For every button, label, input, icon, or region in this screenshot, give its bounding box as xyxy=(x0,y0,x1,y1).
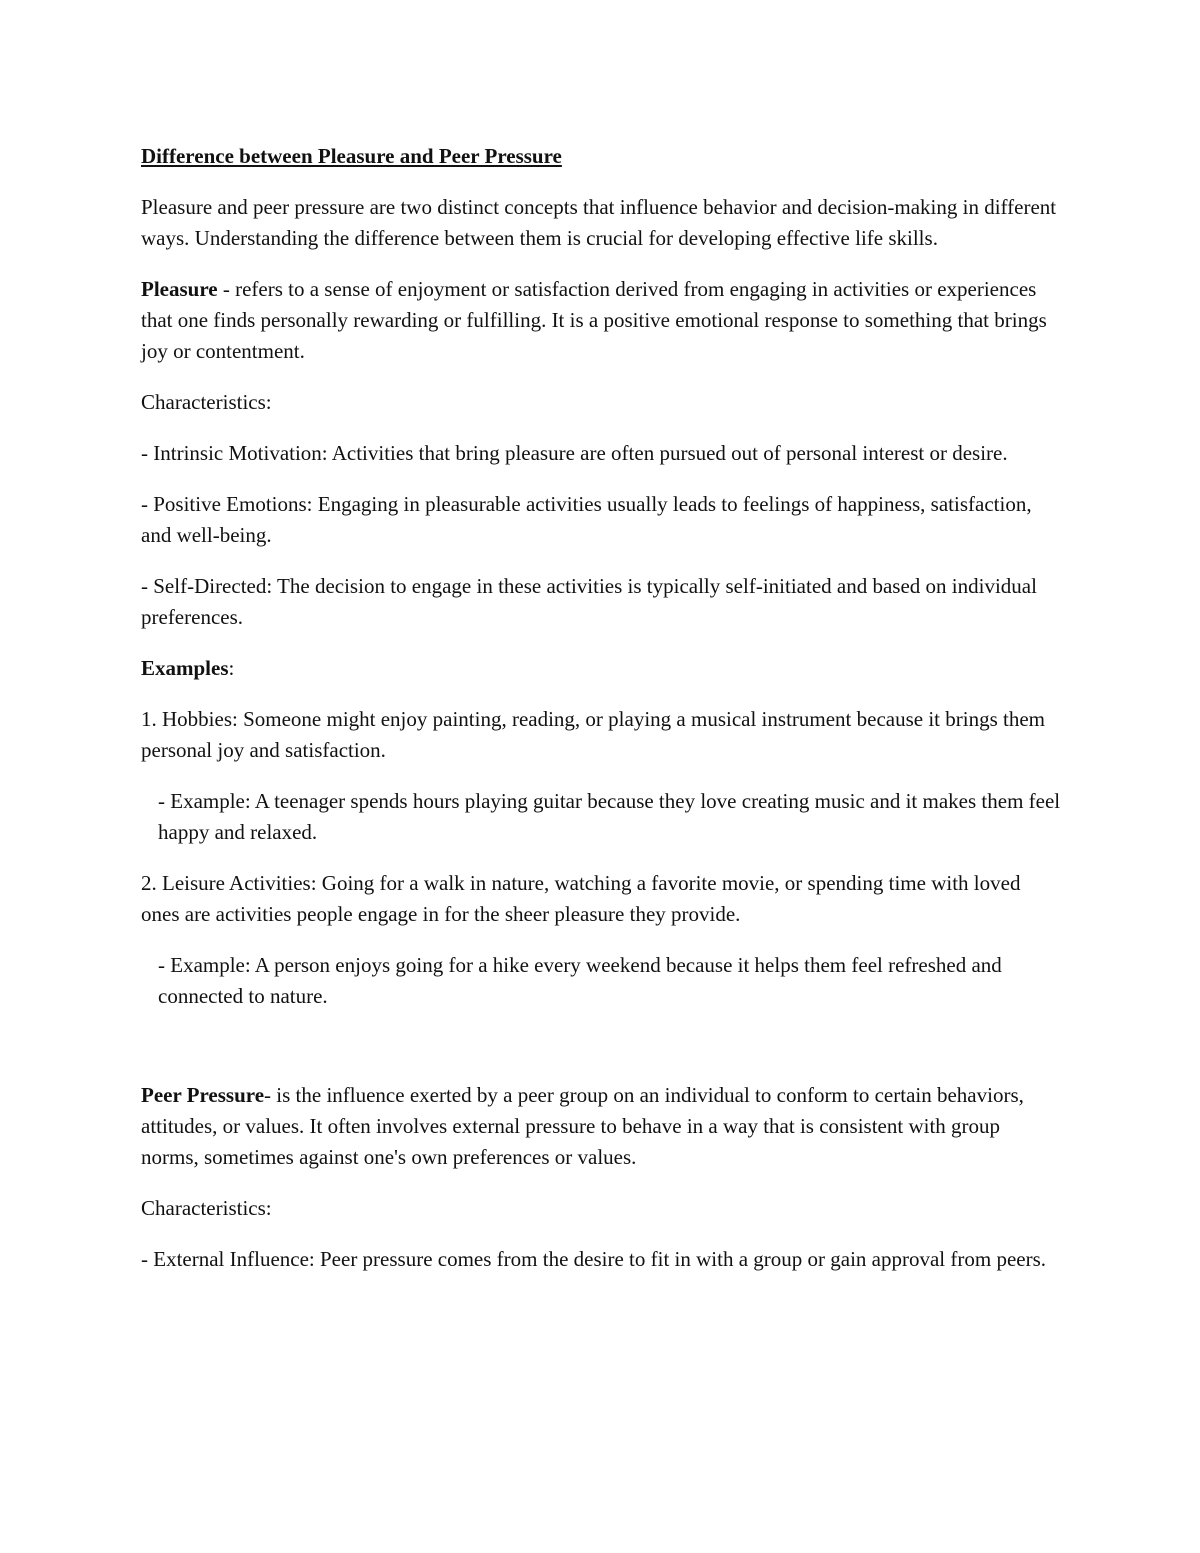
peer-pressure-term: Peer Pressure xyxy=(141,1083,265,1107)
examples-label: Examples xyxy=(141,656,229,680)
pleasure-term: Pleasure xyxy=(141,277,218,301)
pleasure-characteristics-label: Characteristics: xyxy=(141,390,272,414)
pleasure-definition xyxy=(141,274,1061,367)
example-2: 2. Leisure Activities: Going for a walk in nature, watching a favorite movie, or spending time with loved ones are activities people engage in for the sheer pleasure they provide. xyxy=(141,871,1021,926)
pleasure-characteristic-2: - Positive Emotions: Engaging in pleasurable activities usually leads to feelings of happiness, satisfaction, and well-being. xyxy=(141,492,1032,547)
pleasure-characteristic-1: - Intrinsic Motivation: Activities that bring pleasure are often pursued out of personal interest or desire. xyxy=(141,441,1008,465)
examples-colon: : xyxy=(228,656,235,680)
peer-pressure-definition xyxy=(141,1080,1061,1173)
pleasure-definition-text: - refers to a sense of enjoyment or satisfaction derived from engaging in activities or experiences that one finds personally rewarding or fulfilling. It is a positive emotional response to something that brings joy or contentment. xyxy=(141,277,1047,363)
document-content xyxy=(141,141,1061,1295)
peer-pressure-characteristics-label: Characteristics: xyxy=(141,1196,272,1220)
example-2-sub: - Example: A person enjoys going for a hike every weekend because it helps them feel refreshed and connected to nature. xyxy=(158,953,1002,1008)
intro-paragraph: Pleasure and peer pressure are two distinct concepts that influence behavior and decision-making in different ways. Understanding the difference between them is crucial for developing effective life skills. xyxy=(141,195,1057,250)
pleasure-characteristic-3: - Self-Directed: The decision to engage in these activities is typically self-initiated and based on individual preferences. xyxy=(141,574,1037,629)
example-1: 1. Hobbies: Someone might enjoy painting, reading, or playing a musical instrument because it brings them personal joy and satisfaction. xyxy=(141,707,1045,762)
section-spacer xyxy=(141,1032,1061,1080)
peer-pressure-characteristic-1: - External Influence: Peer pressure comes from the desire to fit in with a group or gain approval from peers. xyxy=(141,1247,1047,1271)
document-title: Difference between Pleasure and Peer Pressure xyxy=(141,144,562,168)
pleasure-examples-heading xyxy=(141,653,1061,684)
peer-pressure-definition-text: - is the influence exerted by a peer group on an individual to conform to certain behaviors, attitudes, or values. It often involves external pressure to behave in a way that is consistent with group norms, sometimes against one's own preferences or values. xyxy=(141,1083,1024,1169)
example-1-sub: - Example: A teenager spends hours playing guitar because they love creating music and it makes them feel happy and relaxed. xyxy=(158,789,1061,844)
